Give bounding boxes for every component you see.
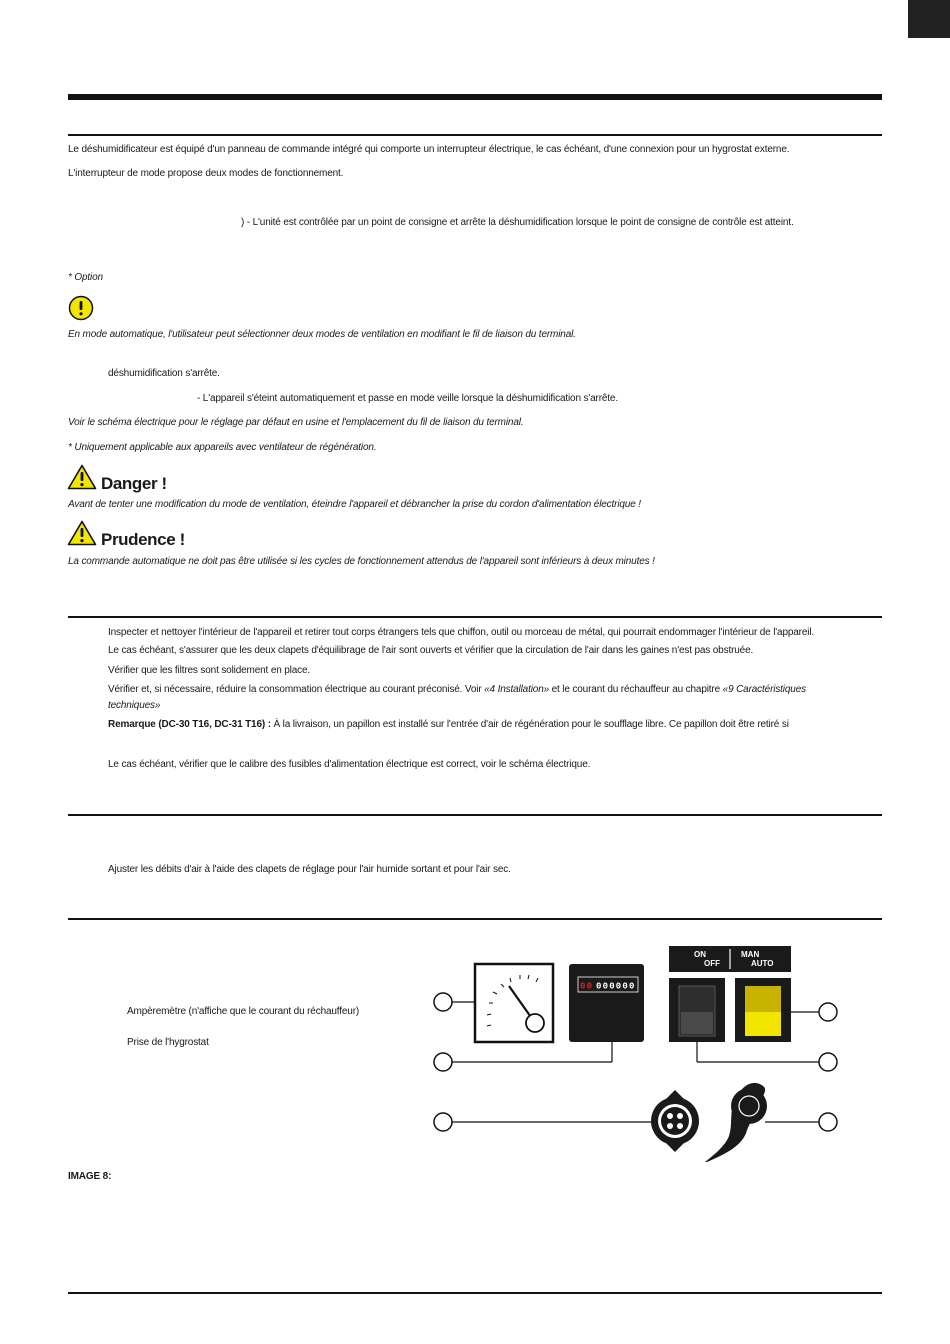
bottom-rule <box>68 1292 882 1294</box>
check-2: Le cas échéant, s'assurer que les deux clapets d'équilibrage de l'air sont ouverts et vérifier que la circulation de l'air dans les gaines n'est pas obstruée. <box>108 645 754 656</box>
check-4-text-a: Vérifier et, si nécessaire, réduire la consommation électrique au courant préconisé. Voir <box>108 684 485 695</box>
check-4-link-installation: «4 Installation» <box>484 684 550 695</box>
counter-red-digits: 00 <box>580 981 594 992</box>
intro-line-3: ) - L'unité est contrôlée par un point de consigne et arrête la déshumidification lorsque le point de consigne de contrôle est atteint. <box>241 217 794 228</box>
intro-line-1: Le déshumidificateur est équipé d'un panneau de commande intégré qui comporte un interrupteur électrique, le cas échéant, d'une connexion pour un hygrostat externe. <box>68 144 790 155</box>
section-rule-1 <box>68 134 882 136</box>
ammeter-label: Ampèremètre (n'affiche que le courant du réchauffeur) <box>127 1006 360 1017</box>
on-off-switch <box>669 978 725 1042</box>
warning-circle-icon <box>68 295 94 326</box>
caution-triangle-icon <box>67 520 97 551</box>
hygrostat-label: Prise de l'hygrostat <box>127 1037 209 1048</box>
check-4-continuation: techniques» <box>108 700 161 711</box>
check-4-text-c: et le courant du réchauffeur au chapitre <box>549 684 723 695</box>
option-note: * Option <box>68 272 103 283</box>
section-rule-2 <box>68 616 882 618</box>
check-3: Vérifier que les filtres sont solidement en place. <box>108 665 311 676</box>
check-4-link-caracteristiques: «9 Caractéristiques <box>722 684 806 695</box>
switch-label-auto: AUTO <box>751 959 774 968</box>
man-auto-switch <box>735 978 791 1042</box>
figure-caption: IMAGE 8: <box>68 1171 112 1182</box>
check-1: Inspecter et nettoyer l'intérieur de l'appareil et retirer tout corps étrangers tels que chiffon, outil ou morceau de métal, qui pourrait endommager l'intérieur de l'appareil. <box>108 627 815 638</box>
section-rule-4 <box>68 918 882 920</box>
control-panel-diagram <box>425 940 845 1165</box>
check-6: Le cas échéant, vérifier que le calibre des fusibles d'alimentation électrique est correct, voir le schéma électrique. <box>108 759 591 770</box>
dehum-stop-text: déshumidification s'arrête. <box>108 368 220 379</box>
adjust-text: Ajuster les débits d'air à l'aide des clapets de réglage pour l'air humide sortant et pour l'air sec. <box>108 864 511 875</box>
switch-label-on: ON <box>694 950 706 959</box>
switch-label-off: OFF <box>704 959 720 968</box>
schema-note: Voir le schéma électrique pour le réglage par défaut en usine et l'emplacement du fil de liaison du terminal. <box>68 417 524 428</box>
check-5 <box>108 718 789 732</box>
regen-note: * Uniquement applicable aux appareils avec ventilateur de régénération. <box>68 442 377 453</box>
check-5-remark-label: Remarque (DC-30 T16, DC-31 T16) : <box>108 719 274 730</box>
section-rule-3 <box>68 814 882 816</box>
check-4 <box>108 683 806 697</box>
top-rule <box>68 94 882 100</box>
caution-text: La commande automatique ne doit pas être utilisée si les cycles de fonctionnement attendus de l'appareil sont inférieurs à deux minutes ! <box>68 556 655 567</box>
danger-triangle-icon <box>67 464 97 495</box>
intro-line-2: L'interrupteur de mode propose deux modes de fonctionnement. <box>68 168 344 179</box>
auto-mode-text: En mode automatique, l'utilisateur peut sélectionner deux modes de ventilation en modifiant le fil de liaison du terminal. <box>68 329 576 340</box>
standby-text: - L'appareil s'éteint automatiquement et passe en mode veille lorsque la déshumidification s'arrête. <box>197 393 618 404</box>
switch-label-man: MAN <box>741 950 760 959</box>
counter-white-digits: 000000 <box>596 981 636 992</box>
page-tab <box>908 0 950 38</box>
check-5-text: À la livraison, un papillon est installé sur l'entrée d'air de régénération pour le soufflage libre. Ce papillon doit être retiré si <box>273 719 789 730</box>
danger-text: Avant de tenter une modification du mode de ventilation, éteindre l'appareil et débrancher la prise du cordon d'alimentation électrique ! <box>68 499 641 510</box>
hour-counter <box>569 964 644 1042</box>
power-cord-gland <box>705 1083 767 1162</box>
hygrostat-socket <box>651 1090 699 1152</box>
ammeter-gauge <box>475 964 553 1042</box>
danger-title: Danger ! <box>101 474 167 493</box>
caution-title: Prudence ! <box>101 530 185 549</box>
